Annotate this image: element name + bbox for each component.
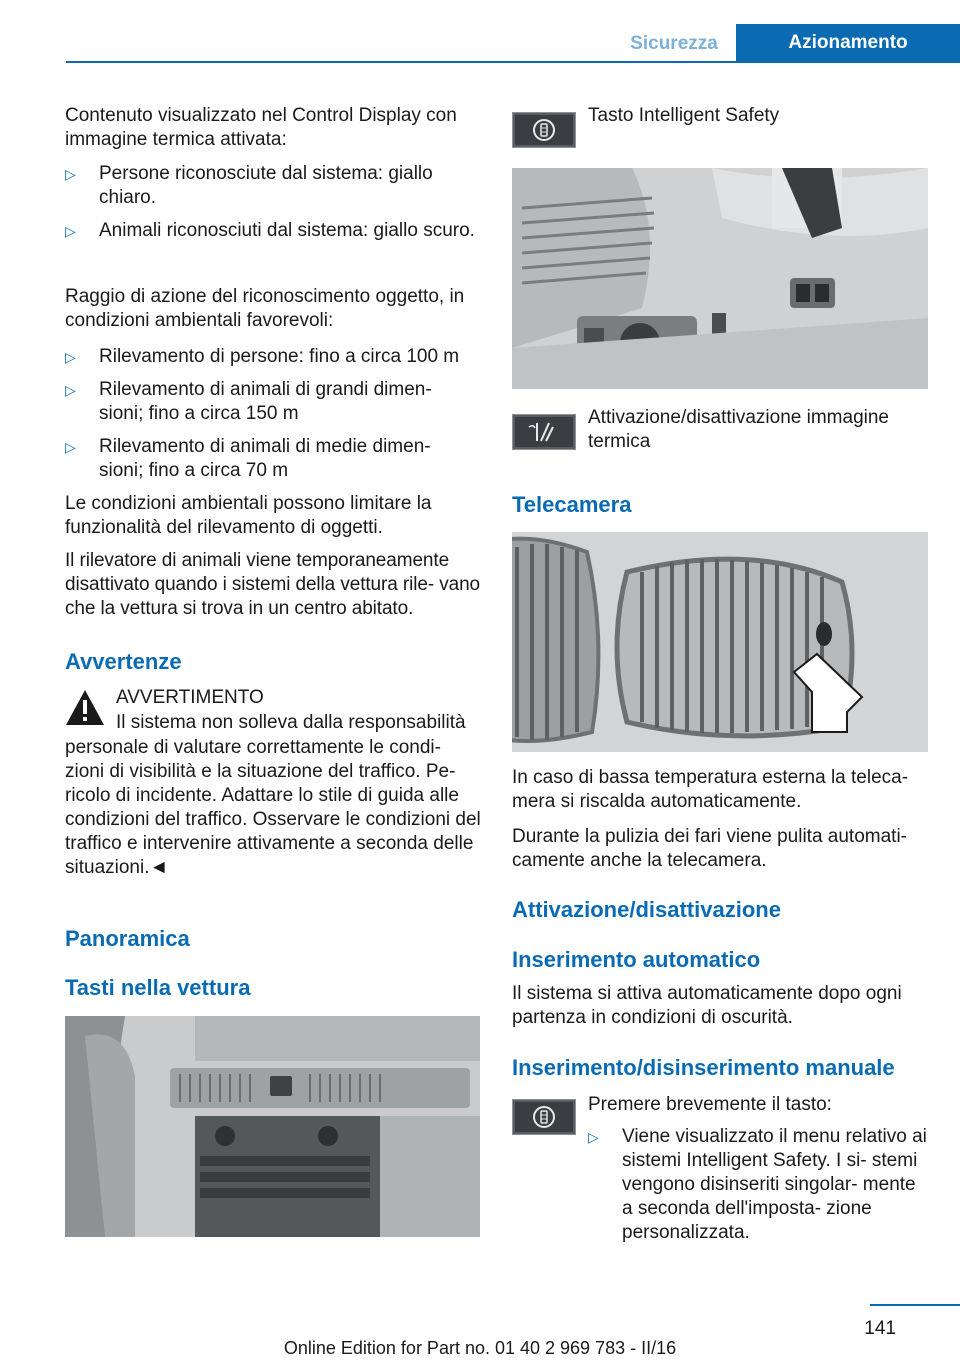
- camera-heating-paragraph: In caso di bassa temperatura esterna la teleca‐ mera si riscalda automaticamente.: [512, 767, 909, 812]
- manual-instruction: Premere brevemente il tasto:: [588, 1094, 832, 1115]
- warning-first-line: Il sistema non solleva dalla responsabilità: [116, 712, 466, 733]
- heading-panoramica: Panoramica: [65, 926, 190, 951]
- bullet-triangle-icon: ▷: [65, 223, 76, 239]
- bullet-triangle-icon: ▷: [65, 349, 76, 365]
- list-item: ▷ Rilevamento di animali di grandi dimen‐ sioni; fino a circa 150 m: [65, 379, 432, 424]
- steering-column-buttons-photo: [512, 168, 928, 389]
- bullet-triangle-icon: ▷: [65, 166, 76, 182]
- camera-cleaning-paragraph: Durante la pulizia dei fari viene pulita automati‐ camente anche la telecamera.: [512, 826, 907, 871]
- heading-attivazione: Attivazione/disattivazione: [512, 897, 781, 922]
- night-vision-label: Attivazione/disattivazione immagine termica: [588, 407, 889, 452]
- bullet-triangle-icon: ▷: [588, 1129, 599, 1145]
- heading-tasti-nella-vettura: Tasti nella vettura: [65, 975, 251, 1000]
- warning-text: personale di valutare correttamente le condi‐ zioni di visibilità e la situazione del traffico. Pe‐ ricolo di incidente. Adattare lo stile di guida alle condizioni del traffico. Osservare le condizioni del traffico e intervenire attivamente a seconda delle situazioni.◄: [65, 737, 481, 878]
- intelligent-safety-button-icon: [512, 112, 576, 148]
- night-vision-button-icon: [512, 414, 576, 450]
- intro-paragraph: Contenuto visualizzato nel Control Display con immagine termica attivata:: [65, 105, 457, 150]
- heading-inserimento-manuale: Inserimento/disinserimento manuale: [512, 1055, 895, 1080]
- heading-inserimento-automatico: Inserimento automatico: [512, 947, 761, 972]
- list-item: ▷ Rilevamento di animali di medie dimen‐ sioni; fino a circa 70 m: [65, 436, 431, 481]
- animal-detector-paragraph: Il rilevatore di animali viene temporaneamente disattivato quando i sistemi della vettura rile‐ vano che la vettura si trova in un centro abitato.: [65, 550, 481, 619]
- list-visual-content: [65, 162, 479, 243]
- intelligent-safety-label: Tasto Intelligent Safety: [588, 105, 780, 126]
- warning-title: AVVERTIMENTO: [116, 687, 264, 708]
- heading-telecamera: Telecamera: [512, 492, 632, 517]
- page-number: 141: [864, 1318, 896, 1339]
- intelligent-safety-button-icon: [512, 1099, 576, 1135]
- list-item: ▷ Viene visualizzato il menu relativo ai sistemi Intelligent Safety. I si‐ stemi vengono disinseriti singolar‐ mente a seconda dell'imposta‐ zione personalizzata.: [588, 1126, 927, 1243]
- auto-activation-paragraph: Il sistema si attiva automaticamente dopo ogni partenza in condizioni di oscurità.: [512, 983, 902, 1028]
- list-detection-range: [65, 345, 479, 483]
- bullet-triangle-icon: ▷: [65, 382, 76, 398]
- dashboard-buttons-photo: [65, 1016, 480, 1237]
- conditions-paragraph: Le condizioni ambientali possono limitare la funzionalità del rilevamento di oggetti.: [65, 493, 432, 538]
- list-item: ▷ Animali riconosciuti dal sistema: giallo scuro.: [65, 220, 475, 241]
- warning-triangle-icon: [65, 689, 105, 726]
- header-rule: [66, 61, 960, 63]
- tab-azionamento[interactable]: Azionamento: [736, 24, 960, 61]
- list-item: ▷ Persone riconosciute dal sistema: giallo chiaro.: [65, 163, 433, 208]
- camera-kidney-grille-photo: [512, 532, 928, 752]
- list-item: ▷ Rilevamento di persone: fino a circa 100 m: [65, 346, 460, 367]
- range-paragraph: Raggio di azione del riconoscimento oggetto, in condizioni ambientali favorevoli:: [65, 286, 465, 331]
- edition-footer: Online Edition for Part no. 01 40 2 969 783 - II/16: [283, 1338, 677, 1358]
- tab-sicurezza[interactable]: Sicurezza: [630, 33, 718, 54]
- footer-rule: [870, 1304, 960, 1306]
- heading-avvertenze: Avvertenze: [65, 649, 182, 674]
- list-manual: [588, 1125, 928, 1245]
- bullet-triangle-icon: ▷: [65, 439, 76, 455]
